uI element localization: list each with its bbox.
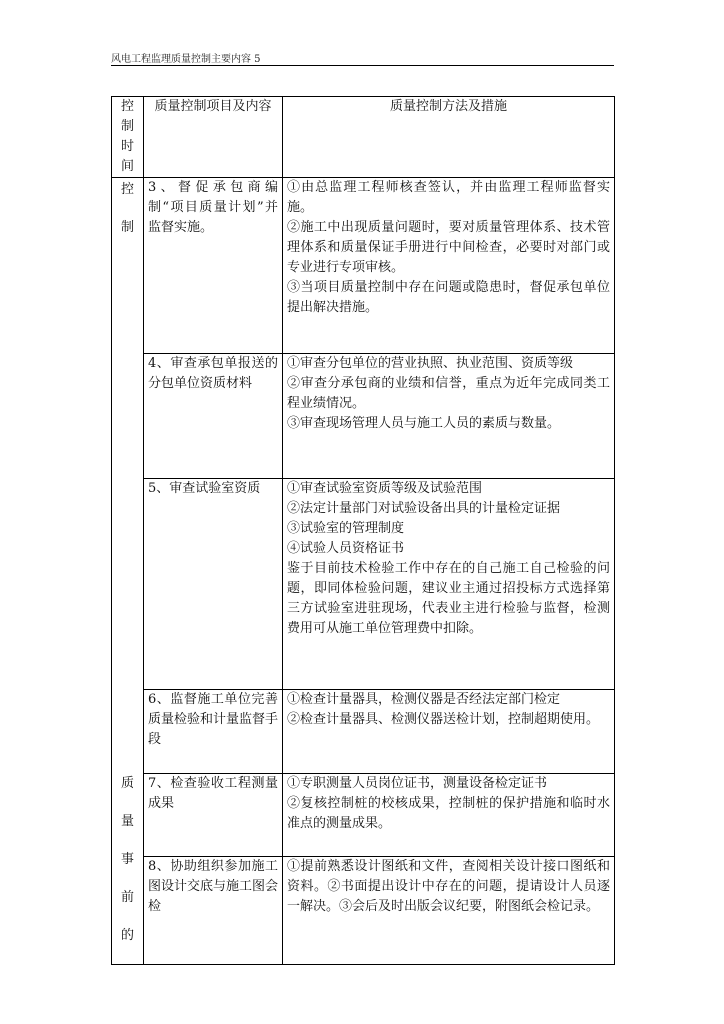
method-cell	[283, 773, 615, 857]
stage-char: 前	[120, 890, 134, 905]
stage-char: 量	[120, 814, 134, 829]
method-cell	[283, 178, 615, 354]
method-line: ①提前熟悉设计图纸和文件，查阅相关设计接口图纸和资料。②书面提出设计中存在的问题，提请设计人员逐一解决。③会后及时出版会议纪要，附图纸会检记录。	[287, 859, 610, 915]
method-line: ①审查试验室资质等级及试验范围	[287, 481, 483, 497]
header-rule	[111, 65, 614, 66]
method-line: ②施工中出现质量问题时，要对质量管理体系、技术管理体系和质量保证手册进行中间检查，必要时对部门或专业进行专项审核。	[287, 220, 610, 275]
method-line: ②复核控制桩的校核成果，控制桩的保护措施和临时水准点的测量成果。	[287, 795, 610, 831]
method-cell	[283, 479, 615, 690]
method-line: 鉴于目前技术检验工作中存在的自己施工自己检验的问题，即同体检验问题，建议业主通过招投标方式选择第三方试验室进驻现场，代表业主进行检验与监督，检测费用可从施工单位管理费中扣除。	[287, 561, 610, 637]
method-line: ①审查分包单位的营业执照、执业范围、资质等级	[287, 355, 574, 371]
method-cell	[283, 690, 615, 774]
method-cell	[283, 857, 615, 965]
header-item: 质量控制项目及内容	[144, 97, 283, 178]
method-line: ①检查计量器具，检测仪器是否经法定部门检定	[287, 692, 561, 708]
stage-char: 事	[120, 852, 134, 867]
method-line: ②法定计量部门对试验设备出具的计量检定证据	[287, 501, 561, 517]
stage-cell	[112, 178, 144, 965]
item-cell: 8、协助组织参加施工图设计交底与施工图会检	[144, 857, 283, 965]
page-header: 风电工程监理质量控制主要内容 5	[111, 54, 261, 65]
table-row	[112, 479, 615, 690]
header-time-line1: 控制	[120, 99, 134, 134]
table-header-row	[112, 97, 615, 178]
table-row	[112, 353, 615, 478]
method-line: ②审查分承包商的业绩和信誉，重点为近年完成同类工程业绩情况。	[287, 375, 610, 411]
method-line: ③试验室的管理制度	[287, 521, 405, 537]
method-line: ④试验人员资格证书	[287, 541, 405, 557]
header-time-line2: 时间	[120, 139, 134, 174]
method-line: ①由总监理工程师核查签认，并由监理工程师监督实施。	[287, 180, 610, 215]
table-row	[112, 178, 615, 354]
item-cell: 3、督促承包商编制“项目质量计划”并监督实施。	[144, 178, 283, 354]
method-cell	[283, 353, 615, 478]
header-method: 质量控制方法及措施	[283, 97, 615, 178]
item-cell: 5、审查试验室资质	[144, 479, 283, 690]
method-line: ③审查现场管理人员与施工人员的素质与数量。	[287, 415, 561, 431]
table-row	[112, 773, 615, 857]
table-row	[112, 690, 615, 774]
method-line: ②检查计量器具、检测仪器送检计划，控制超期使用。	[287, 712, 600, 728]
item-cell: 4、审查承包单报送的分包单位资质材料	[144, 353, 283, 478]
stage-char: 的	[120, 928, 134, 943]
stage-char: 制	[120, 220, 134, 235]
method-line: ③当项目质量控制中存在问题或隐患时，督促承包单位提出解决措施。	[287, 280, 610, 315]
header-control-time	[112, 97, 144, 178]
item-cell: 6、监督施工单位完善质量检验和计量监督手段	[144, 690, 283, 774]
table-row	[112, 857, 615, 965]
stage-char: 质	[120, 776, 134, 791]
stage-char: 控	[120, 182, 134, 197]
quality-control-table	[111, 96, 615, 965]
method-line: ①专职测量人员岗位证书，测量设备检定证书	[287, 775, 548, 791]
item-cell: 7、检查验收工程测量成果	[144, 773, 283, 857]
